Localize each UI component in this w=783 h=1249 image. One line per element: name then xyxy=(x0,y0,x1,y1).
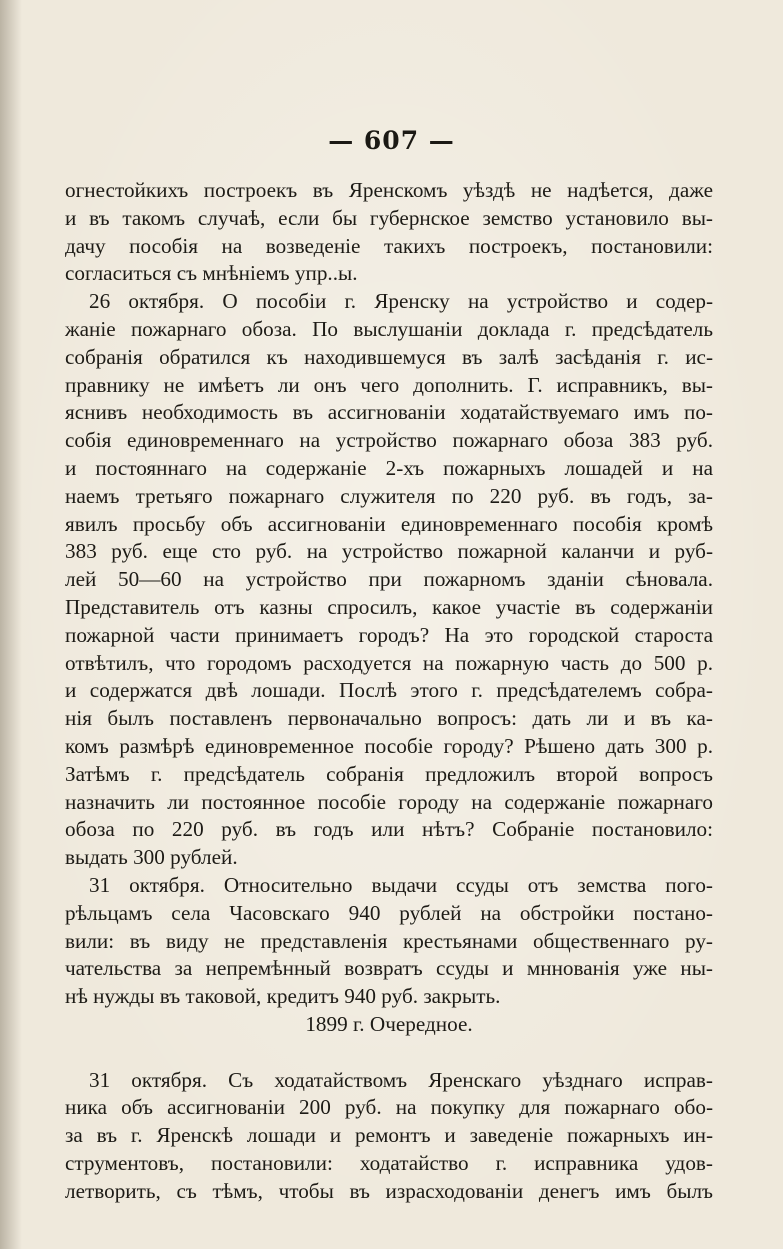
text-line: собранія обратился къ находившемуся въ залѣ засѣданія г. ис- xyxy=(65,344,713,369)
text-line: струментовъ, постановили: ходатайство г. исправника удов- xyxy=(65,1150,713,1175)
text-line: наемъ третьяго пожарнаго служителя по 220 руб. въ годъ, за- xyxy=(65,483,713,508)
text-line: 383 руб. еще сто руб. на устройство пожарной каланчи и руб- xyxy=(65,539,713,564)
text-line: летворить, съ тѣмъ, чтобы въ израсходованіи денегъ имъ былъ xyxy=(65,1178,713,1203)
text-line: чательства за непремѣнный возвратъ ссуды и мннованія уже ны- xyxy=(65,956,713,981)
text-line: дачу пособія на возведеніе такихъ построекъ, постановили: xyxy=(65,233,713,258)
text-line: Затѣмъ г. предсѣдатель собранія предложилъ второй вопросъ xyxy=(65,761,713,786)
text-line xyxy=(65,1039,713,1067)
text-line: Представитель отъ казны спросилъ, какое участіе въ содержаніи xyxy=(65,594,713,619)
text-line: выдать 300 рублей. xyxy=(65,845,238,870)
text-line: отвѣтилъ, что городомъ расходуется на пожарную часть до 500 р. xyxy=(65,650,713,675)
text-line: 31 октября. Съ ходатайствомъ Яренскаго уѣзднаго исправ- xyxy=(89,1067,713,1092)
body-text xyxy=(65,177,713,1205)
text-line: 31 октября. Относительно выдачи ссуды отъ земства пого- xyxy=(89,872,713,897)
text-line: пожарной части принимаетъ городъ? На это городской староста xyxy=(65,622,713,647)
text-line: комъ размѣрѣ единовременное пособіе городу? Рѣшено дать 300 р. xyxy=(65,733,713,758)
text-line: нія былъ поставленъ первоначально вопросъ: дать ли и въ ка- xyxy=(65,706,713,731)
text-line: и содержатся двѣ лошади. Послѣ этого г. предсѣдателемъ собра- xyxy=(65,678,713,703)
text-line: ника объ ассигнованіи 200 руб. на покупку для пожарнаго обо- xyxy=(65,1095,713,1120)
page-number: — 607 — xyxy=(328,126,455,155)
text-line: и въ такомъ случаѣ, если бы губернское земство установило вы- xyxy=(65,205,713,230)
text-line: яснивъ необходимость въ ассигнованіи ходатайствуемаго имъ по- xyxy=(65,400,713,425)
text-line: собія единовременнаго на устройство пожарнаго обоза 383 руб. xyxy=(65,428,713,453)
section-heading: 1899 г. Очередное. xyxy=(305,1011,473,1036)
binding-shadow xyxy=(0,0,22,1249)
text-line: и постояннаго на содержаніе 2-хъ пожарныхъ лошадей и на xyxy=(65,455,713,480)
text-line: обоза по 220 руб. въ годъ или нѣтъ? Собраніе постановило: xyxy=(65,817,713,842)
text-line: рѣльцамъ села Часовскаго 940 рублей на обстройки постано- xyxy=(65,900,713,925)
text-line: нѣ нужды въ таковой, кредитъ 940 руб. закрыть. xyxy=(65,984,501,1009)
text-line: правнику не имѣетъ ли онъ чего дополнить. Г. исправникъ, вы- xyxy=(65,372,713,397)
text-line: лей 50—60 на устройство при пожарномъ зданіи сѣновала. xyxy=(65,567,713,592)
text-line: согласиться съ мнѣніемъ упр..ы. xyxy=(65,261,358,286)
text-line: назначить ли постоянное пособіе городу на содержаніе пожарнаго xyxy=(65,789,713,814)
text-line: жаніе пожарнаго обоза. По выслушаніи доклада г. предсѣдатель xyxy=(65,316,713,341)
text-line: явилъ просьбу объ ассигнованіи единовременнаго пособія кромѣ xyxy=(65,511,713,536)
text-line: 26 октября. О пособіи г. Яренску на устройство и содер- xyxy=(89,289,713,314)
text-line: огнестойкихъ построекъ въ Яренскомъ уѣздѣ не надѣется, даже xyxy=(65,178,713,202)
text-line: за въ г. Яренскѣ лошади и ремонтъ и заведеніе пожарныхъ ин- xyxy=(65,1123,713,1148)
text-line: вили: въ виду не представленія крестьянами общественнаго ру- xyxy=(65,928,713,953)
